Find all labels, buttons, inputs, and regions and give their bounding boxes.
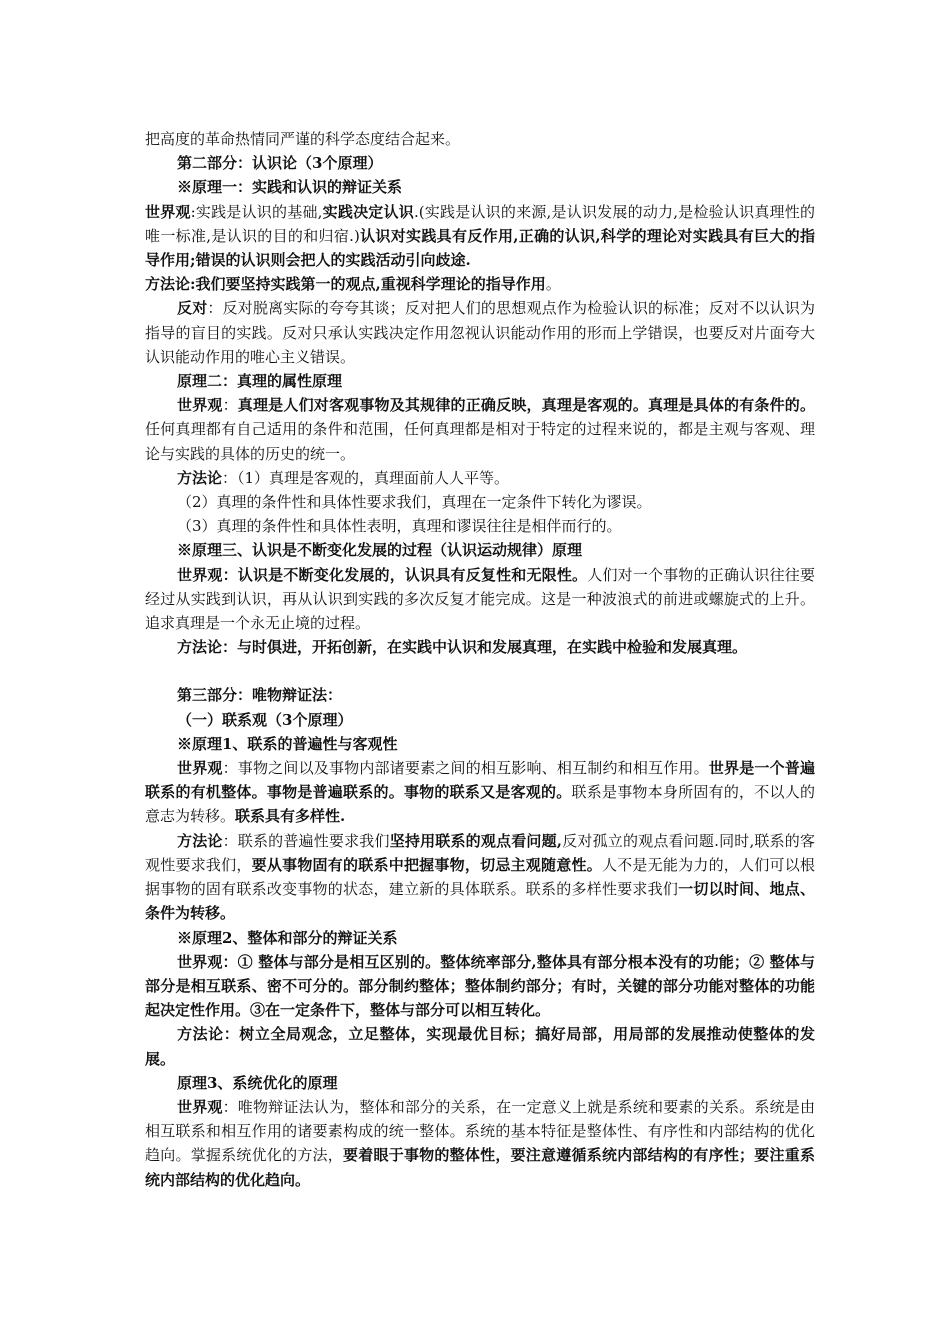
principle-heading-practice-cognition: ※原理一：实践和认识的辩证关系 xyxy=(177,178,403,197)
paragraph-worldview-practice: 世界观:实践是认识的基础,实践决定认识.(实践是认识的来源,是认识发展的动力,是检验认识真理性的唯一标准,是认识的目的和归宿.)认识对实践具有反作用,正确的认识,科学的理论对实践具有巨大的指导作用;错误的认识则会把人的实践活动引向歧途. xyxy=(145,202,815,270)
paragraph-methodology-whole-part: 方法论：树立全局观念，立足整体，实现最优目标；搞好局部，用局部的发展推动使整体的发展。 xyxy=(145,1025,815,1068)
paragraph-methodology-truth-2: （2）真理的条件性和具体性要求我们，真理在一定条件下转化为谬误。 xyxy=(177,493,652,512)
paragraph-worldview-truth: 世界观：真理是人们对客观事物及其规律的正确反映，真理是客观的。真理是具体的有条件的。任何真理都有自己适用的条件和范围，任何真理都是相对于特定的过程来说的，都是主观与客观、理论与实践的具体的历史的统一。 xyxy=(145,396,815,463)
paragraph-methodology-truth-1: 方法论：（1）真理是客观的，真理面前人人平等。 xyxy=(177,468,510,487)
paragraph-worldview-connection: 世界观：事物之间以及事物内部诸要素之间的相互影响、相互制约和相互作用。世界是一个普遍联系的有机整体。事物是普遍联系的。事物的联系又是客观的。联系是事物本身所固有的，不以人的意志为转移。联系具有多样性. xyxy=(145,759,815,826)
principle-heading-whole-part: ※原理2、整体和部分的辩证关系 xyxy=(177,928,398,947)
section-heading-epistemology: 第二部分：认识论（3个原理） xyxy=(177,154,383,173)
principle-heading-universality: ※原理1、联系的普遍性与客观性 xyxy=(177,734,398,753)
paragraph-methodology-truth-3: （3）真理的条件性和具体性表明，真理和谬误往往是相伴而行的。 xyxy=(177,517,622,536)
paragraph-methodology-cognition: 方法论：与时俱进，开拓创新，在实践中认识和发展真理，在实践中检验和发展真理。 xyxy=(177,638,748,657)
blank-line xyxy=(145,659,815,683)
principle-heading-cognition-process: ※原理三、认识是不断变化发展的过程（认识运动规律）原理 xyxy=(177,541,583,560)
principle-heading-system: 原理3、系统优化的原理 xyxy=(177,1073,338,1092)
paragraph-methodology-connection: 方法论：联系的普遍性要求我们坚持用联系的观点看问题,反对孤立的观点看问题.同时,联系的客观性要求我们，要从事物固有的联系中把握事物，切忌主观随意性。人不是无能为力的，人们可以根据事物的固有联系改变事物的状态，建立新的具体联系。联系的多样性要求我们一切以时间、地点、条件为转移。 xyxy=(145,831,815,923)
paragraph-closing-line: 把高度的革命热情同严谨的科学态度结合起来。 xyxy=(145,130,461,148)
subsection-heading-connection: （一）联系观（3个原理） xyxy=(177,710,353,729)
section-heading-dialectics: 第三部分：唯物辩证法： xyxy=(177,686,343,705)
document-body xyxy=(145,127,815,1192)
paragraph-worldview-system: 世界观：唯物辩证法认为，整体和部分的关系，在一定意义上就是系统和要素的关系。系统是由相互联系和相互作用的诸要素构成的统一整体。系统的基本特征是整体性、有序性和内部结构的优化趋向。掌握系统优化的方法，要着眼于事物的整体性，要注意遵循系统内部结构的有序性；要注重系统内部结构的优化趋向。 xyxy=(145,1097,815,1189)
paragraph-worldview-whole-part: 世界观：① 整体与部分是相互区别的。整体统率部分,整体具有部分根本没有的功能；② 整体与部分是相互联系、密不可分的。部分制约整体；整体制约部分；有时，关键的部分功能对整体的功能起决定性作用。③在一定条件下，整体与部分可以相互转化。 xyxy=(145,952,815,1020)
paragraph-oppose: 反对：反对脱离实际的夸夸其谈；反对把人们的思想观点作为检验认识的标准；反对不以认识为指导的盲目的实践。反对只承认实践决定作用忽视认识能动作用的形而上学错误，也要反对片面夸大认识能动作用的唯心主义错误。 xyxy=(145,299,815,366)
paragraph-worldview-cognition: 世界观：认识是不断变化发展的，认识具有反复性和无限性。人们对一个事物的正确认识往往要经过从实践到认识，再从认识到实践的多次反复才能完成。这是一种波浪式的前进或螺旋式的上升。追求真理是一个永无止境的过程。 xyxy=(145,565,815,633)
principle-heading-truth: 原理二：真理的属性原理 xyxy=(177,372,343,391)
paragraph-methodology-practice: 方法论:我们要坚持实践第一的观点,重视科学理论的指导作用。 xyxy=(145,275,561,294)
